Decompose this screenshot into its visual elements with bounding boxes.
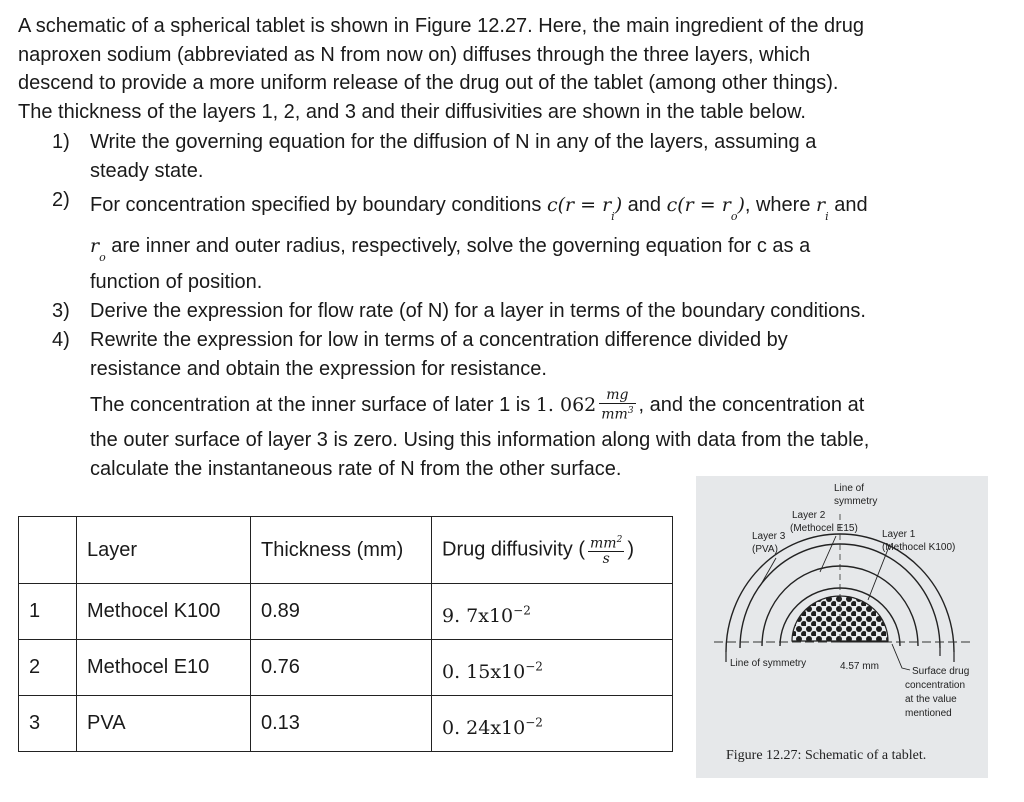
- question-text: resistance and obtain the expression for resistance.: [90, 358, 547, 380]
- figure-label: symmetry: [834, 496, 878, 507]
- question-4: [52, 326, 972, 484]
- figure-label: Surface drug: [912, 666, 970, 677]
- inner-radius-symbol: $r_i$: [816, 194, 829, 223]
- text-span: The concentration at the inner surface of later 1 is: [90, 394, 536, 416]
- text-span: and: [622, 194, 667, 216]
- table-header-cell: Thickness (mm): [251, 517, 432, 584]
- figure-label: mentioned: [905, 708, 952, 719]
- intro-line: The thickness of the layers 1, 2, and 3 and their diffusivities are shown in the table below.: [18, 100, 806, 123]
- question-list: [52, 128, 972, 484]
- table-header-cell: Layer: [77, 517, 251, 584]
- figure-label: Line of: [834, 483, 865, 494]
- figure-label: 4.57 mm: [840, 661, 879, 672]
- layer-data-table: [18, 516, 673, 752]
- text-span: are inner and outer radius, respectively, solve the governing equation for c as a: [105, 235, 811, 257]
- table-header-row: [19, 517, 673, 584]
- concentration-value: 1. 062: [535, 394, 597, 416]
- table-cell: 3: [19, 696, 77, 752]
- table-cell: 0.89: [251, 584, 432, 640]
- question-text: steady state.: [90, 160, 204, 182]
- text-span: , where: [744, 194, 817, 216]
- tablet-schematic-figure: [696, 476, 988, 778]
- question-text: Derive the expression for flow rate (of N) for a layer in terms of the boundary conditions.: [90, 300, 866, 322]
- text-span: and: [828, 194, 868, 216]
- intro-line: descend to provide a more uniform release of the drug out of the tablet (among other things).: [18, 72, 839, 94]
- boundary-condition-outer: $c(r = r_o)$: [666, 194, 745, 223]
- question-number: 3): [52, 300, 70, 322]
- question-number: 2): [52, 189, 70, 211]
- figure-label: concentration: [905, 680, 966, 691]
- concentration-unit: $\frac{mg}{mm^3}$: [601, 387, 634, 424]
- question-text: Write the governing equation for the diffusion of N in any of the layers, assuming a: [90, 131, 817, 153]
- figure-label: (PVA): [752, 544, 778, 555]
- text-span: For concentration specified by boundary conditions: [90, 194, 547, 216]
- table-cell: 1: [19, 584, 77, 640]
- table-cell: PVA: [77, 696, 251, 752]
- figure-label: Line of symmetry: [730, 658, 807, 669]
- table-cell: Methocel K100: [77, 584, 251, 640]
- table-header-cell: Drug diffusivity ( $\frac{mm^2}{s}$ ): [432, 517, 673, 584]
- question-text: Rewrite the expression for low in terms of a concentration difference divided by: [90, 329, 788, 351]
- question-text: [90, 227, 972, 268]
- table-cell: 9. $7x10^{-2}$: [432, 584, 673, 640]
- question-2: [52, 186, 972, 297]
- question-number: 1): [52, 131, 70, 153]
- question-text: [90, 186, 972, 227]
- outer-radius-symbol: $r_o$: [90, 235, 106, 264]
- table-cell: Methocel E10: [77, 640, 251, 696]
- text-span: , and the concentration at: [638, 394, 865, 416]
- figure-label: at the value: [905, 694, 957, 705]
- question-text: calculate the instantaneous rate of N from the other surface.: [90, 458, 622, 480]
- problem-intro: [18, 12, 1008, 126]
- question-text: [90, 384, 972, 426]
- table-row: [19, 640, 673, 696]
- question-number: 4): [52, 329, 70, 351]
- table-header-cell: [19, 517, 77, 584]
- question-text: function of position.: [90, 271, 263, 293]
- intro-line: A schematic of a spherical tablet is shown in Figure 12.27. Here, the main ingredient of the drug: [18, 15, 865, 37]
- intro-line: naproxen sodium (abbreviated as N from now on) diffuses through the three layers, which: [18, 43, 811, 66]
- table-cell: 0.76: [251, 640, 432, 696]
- figure-label: Layer 3: [752, 531, 786, 542]
- table-cell: 0.13: [251, 696, 432, 752]
- question-text: the outer surface of layer 3 is zero. Using this information along with data from the table,: [90, 429, 870, 451]
- figure-caption: Figure 12.27: Schematic of a tablet.: [726, 748, 927, 763]
- table-cell: 0. $24x10^{-2}$: [432, 696, 673, 752]
- table-cell: 2: [19, 640, 77, 696]
- question-1: [52, 128, 972, 186]
- table-row: [19, 584, 673, 640]
- figure-label: Layer 1: [882, 529, 916, 540]
- table-row: [19, 696, 673, 752]
- table-cell: 0. $15x10^{-2}$: [432, 640, 673, 696]
- figure-label: (Methocel E15): [790, 523, 858, 534]
- question-3: [52, 297, 972, 326]
- figure-label: (Methocel K100): [882, 542, 956, 553]
- diffusivity-unit: $\frac{mm^2}{s}$: [590, 534, 623, 568]
- figure-label: Layer 2: [792, 510, 826, 521]
- boundary-condition-inner: $c(r = r_i)$: [546, 194, 623, 223]
